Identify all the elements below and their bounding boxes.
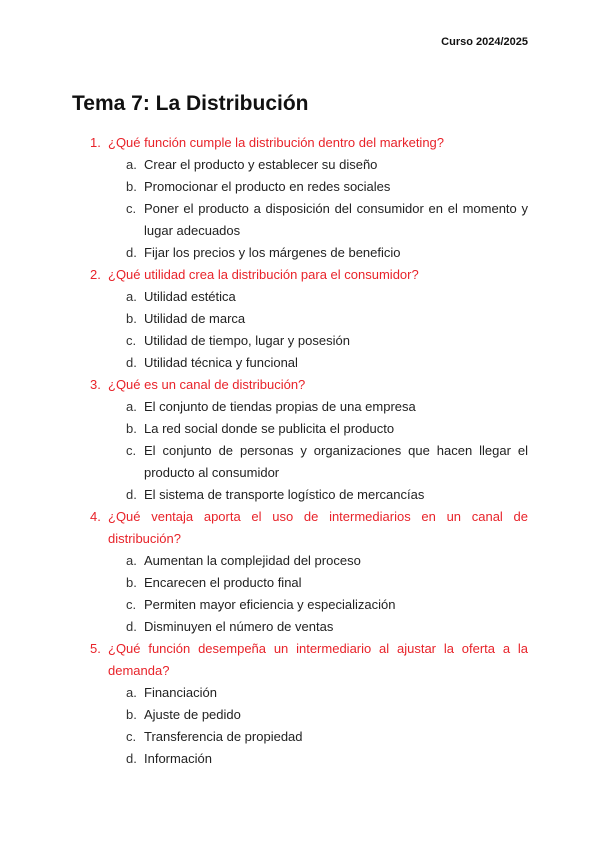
answer-letter: d. xyxy=(126,751,137,766)
answer-letter: a. xyxy=(126,685,137,700)
answer-text: Promocionar el producto en redes sociales xyxy=(144,179,391,194)
answer-letter: d. xyxy=(126,245,137,260)
question-item xyxy=(72,374,528,506)
answer-letter: b. xyxy=(126,575,137,590)
answer-list xyxy=(108,682,528,770)
answer-text: Encarecen el producto final xyxy=(144,575,302,590)
answer-text: Fijar los precios y los márgenes de beneficio xyxy=(144,245,401,260)
answer-item xyxy=(108,682,528,704)
answer-text: Utilidad de tiempo, lugar y posesión xyxy=(144,333,350,348)
question-text: ¿Qué utilidad crea la distribución para el consumidor? xyxy=(108,267,419,282)
answer-letter: c. xyxy=(126,443,137,458)
answer-text: Aumentan la complejidad del proceso xyxy=(144,553,361,568)
page-title: Tema 7: La Distribución xyxy=(72,92,309,115)
answer-letter: a. xyxy=(126,157,137,172)
question-number: 3. xyxy=(90,377,101,392)
question-list xyxy=(72,132,528,770)
answer-letter: b. xyxy=(126,311,137,326)
answer-item xyxy=(108,176,528,198)
answer-text: Poner el producto a disposición del consumidor en el momento y lugar adecuados xyxy=(144,201,528,238)
answer-item xyxy=(108,594,528,616)
answer-item xyxy=(108,418,528,440)
question-text: ¿Qué es un canal de distribución? xyxy=(108,377,306,392)
answer-item xyxy=(108,154,528,176)
question-item xyxy=(72,506,528,638)
question-number: 1. xyxy=(90,135,101,150)
answer-item xyxy=(108,616,528,638)
answer-letter: a. xyxy=(126,289,137,304)
answer-text: La red social donde se publicita el producto xyxy=(144,421,395,436)
answer-text: El sistema de transporte logístico de mercancías xyxy=(144,487,425,502)
answer-item xyxy=(108,352,528,374)
question-number: 4. xyxy=(90,509,101,524)
answer-text: Utilidad de marca xyxy=(144,311,246,326)
answer-text: Transferencia de propiedad xyxy=(144,729,303,744)
answer-letter: c. xyxy=(126,729,137,744)
answer-item xyxy=(108,550,528,572)
answer-item xyxy=(108,308,528,330)
answer-text: Ajuste de pedido xyxy=(144,707,241,722)
answer-text: Utilidad técnica y funcional xyxy=(144,355,298,370)
answer-text: Permiten mayor eficiencia y especialización xyxy=(144,597,396,612)
question-item xyxy=(72,264,528,374)
answer-text: Financiación xyxy=(144,685,217,700)
answer-text: Utilidad estética xyxy=(144,289,236,304)
answer-list xyxy=(108,154,528,264)
answer-letter: b. xyxy=(126,421,137,436)
answer-list xyxy=(108,286,528,374)
question-item xyxy=(72,132,528,264)
answer-letter: c. xyxy=(126,597,137,612)
answer-letter: b. xyxy=(126,707,137,722)
answer-item xyxy=(108,572,528,594)
answer-item xyxy=(108,242,528,264)
answer-letter: a. xyxy=(126,553,137,568)
answer-text: Información xyxy=(144,751,212,766)
question-text: ¿Qué función cumple la distribución dentro del marketing? xyxy=(108,135,445,150)
answer-item xyxy=(108,198,528,242)
answer-item xyxy=(108,440,528,484)
answer-item xyxy=(108,286,528,308)
question-text: ¿Qué ventaja aporta el uso de intermediarios en un canal de distribución? xyxy=(108,509,528,546)
answer-letter: c. xyxy=(126,201,137,216)
answer-item xyxy=(108,704,528,726)
answer-letter: b. xyxy=(126,179,137,194)
question-number: 2. xyxy=(90,267,101,282)
answer-item xyxy=(108,484,528,506)
answer-item xyxy=(108,330,528,352)
answer-item xyxy=(108,748,528,770)
answer-letter: d. xyxy=(126,355,137,370)
answer-text: Crear el producto y establecer su diseño xyxy=(144,157,378,172)
answer-letter: c. xyxy=(126,333,137,348)
answer-list xyxy=(108,550,528,638)
answer-item xyxy=(108,396,528,418)
answer-letter: a. xyxy=(126,399,137,414)
question-number: 5. xyxy=(90,641,101,656)
question-item xyxy=(72,638,528,770)
answer-item xyxy=(108,726,528,748)
answer-text: El conjunto de tiendas propias de una empresa xyxy=(144,399,416,414)
answer-list xyxy=(108,396,528,506)
course-header: Curso 2024/2025 xyxy=(441,36,528,48)
question-text: ¿Qué función desempeña un intermediario al ajustar la oferta a la demanda? xyxy=(108,641,528,678)
answer-letter: d. xyxy=(126,619,137,634)
answer-text: El conjunto de personas y organizaciones que hacen llegar el producto al consumidor xyxy=(144,443,528,480)
answer-letter: d. xyxy=(126,487,137,502)
answer-text: Disminuyen el número de ventas xyxy=(144,619,334,634)
